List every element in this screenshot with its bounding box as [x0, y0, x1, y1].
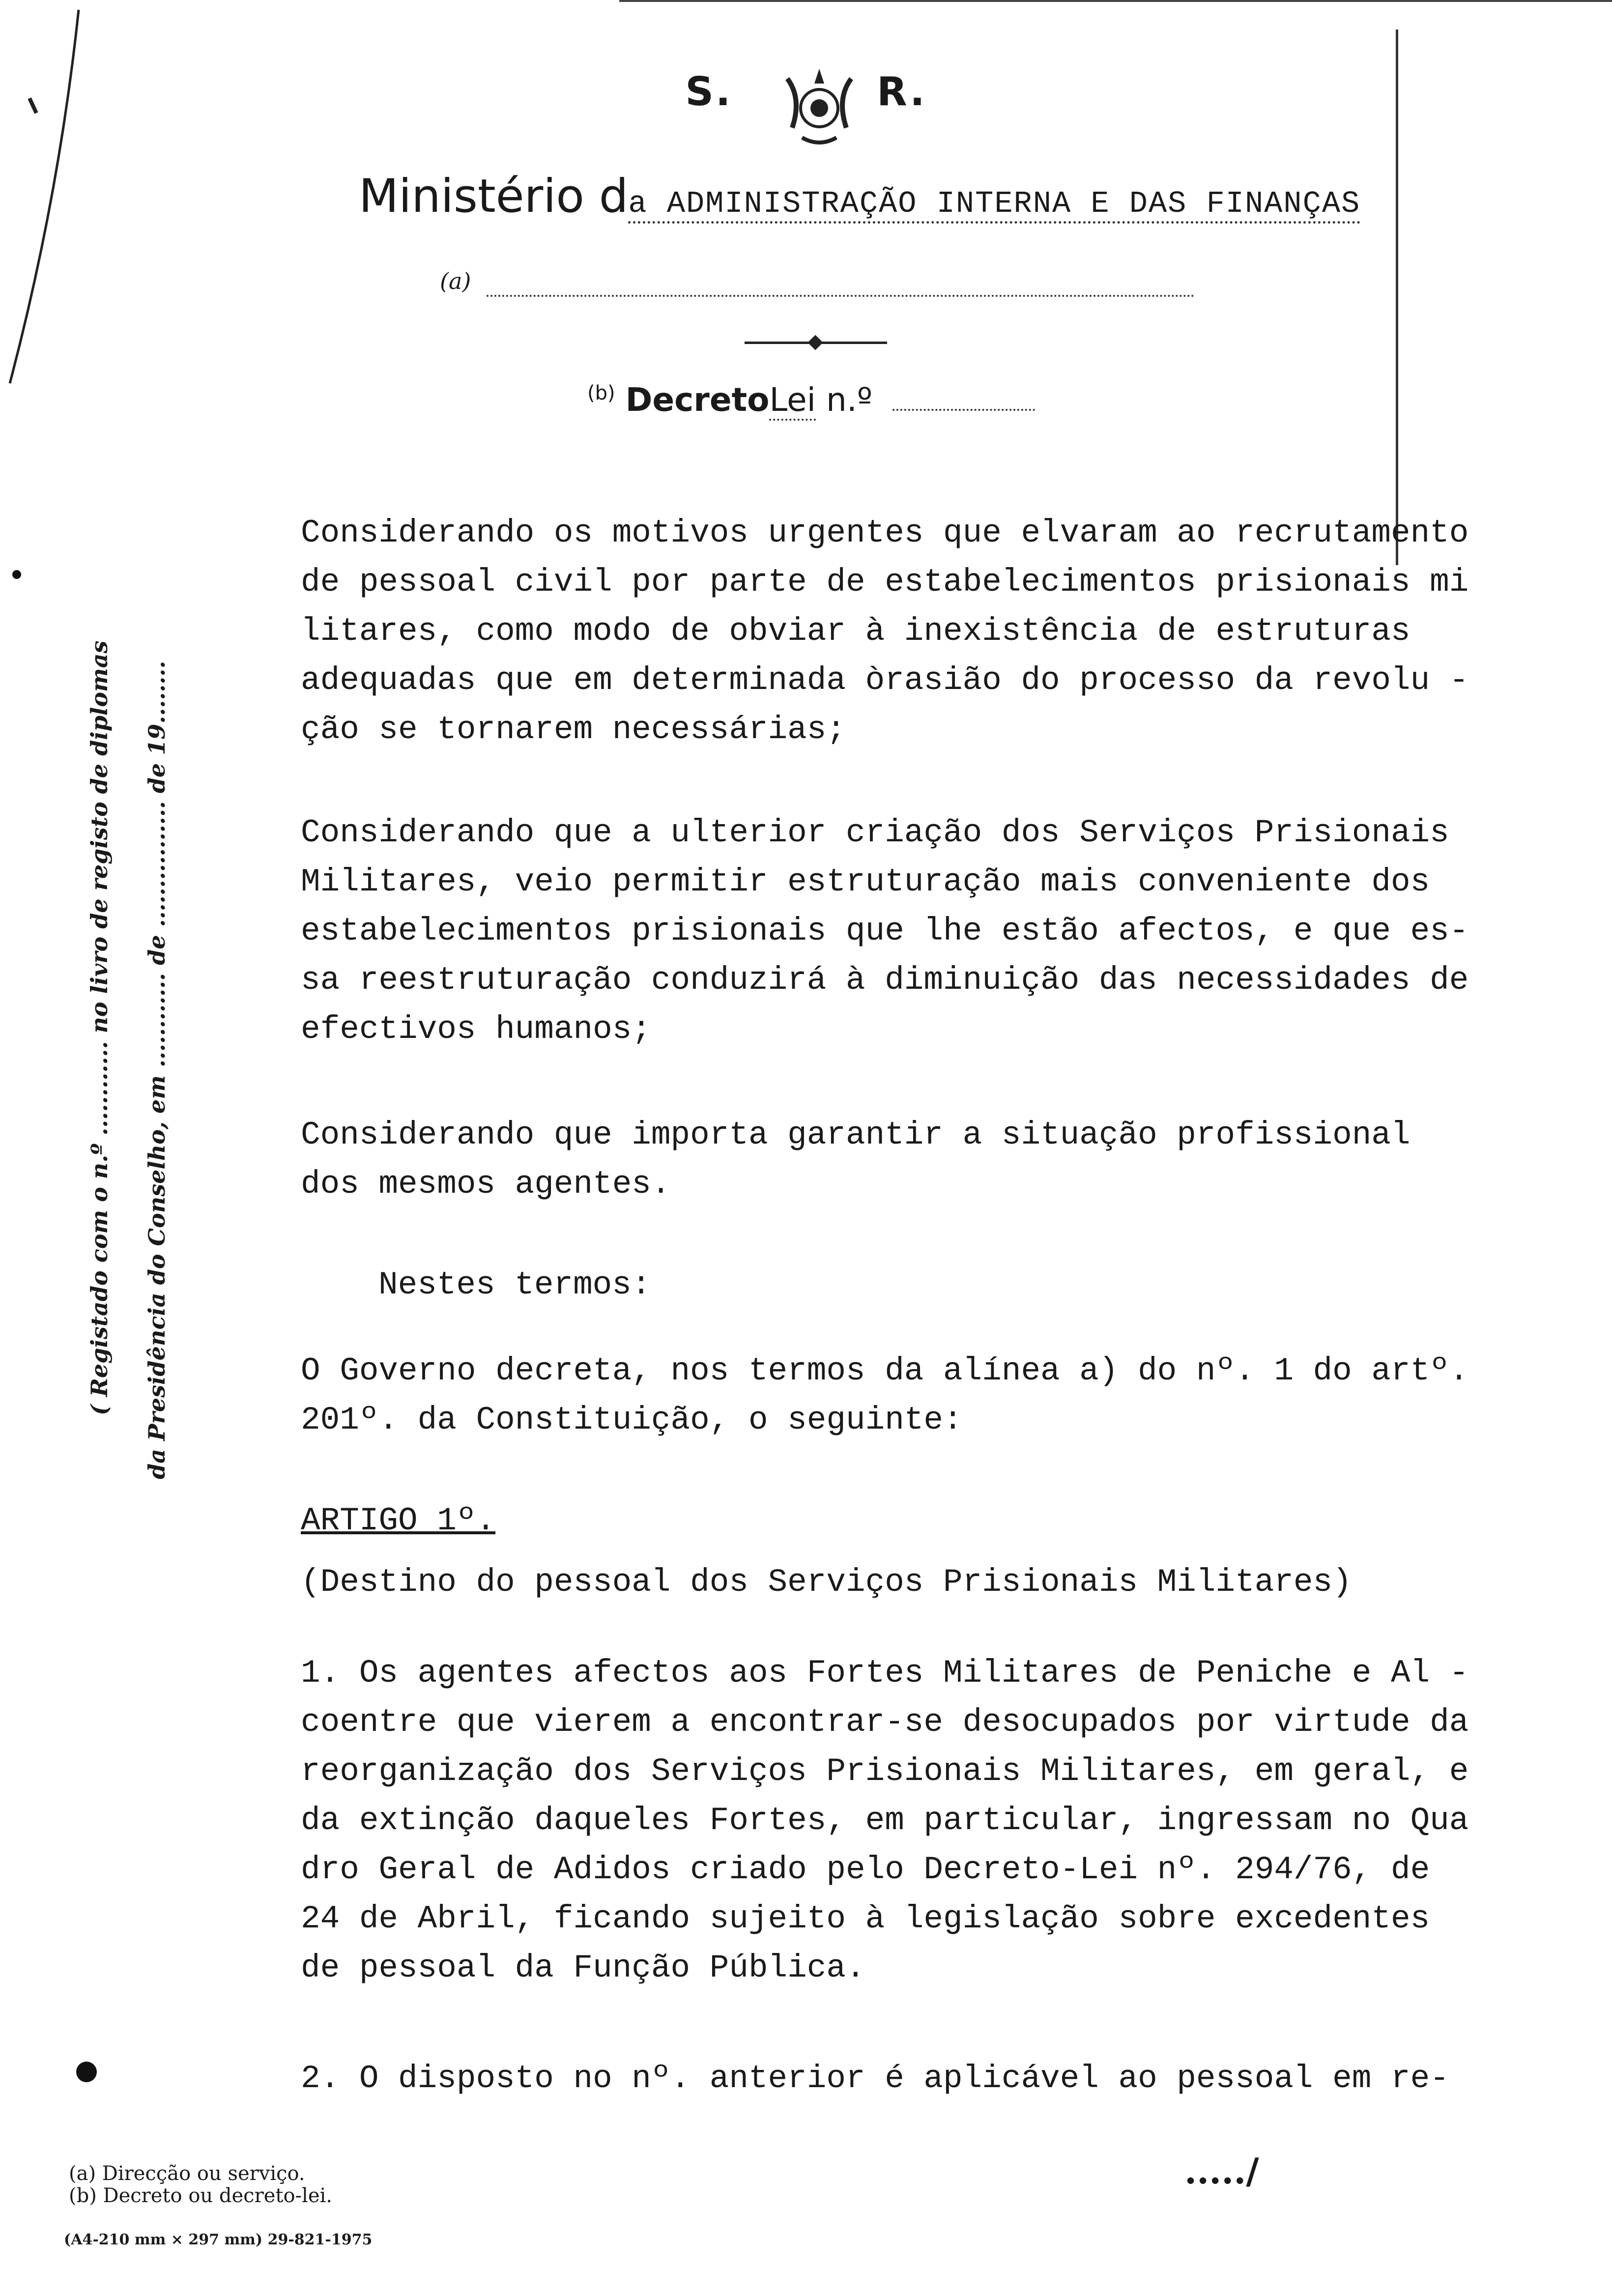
article-item-2 — [301, 2054, 1529, 2103]
text-line: ção se tornarem necessárias; — [301, 711, 846, 748]
text-line: de pessoal da Função Pública. — [301, 1950, 865, 1986]
text-line: reorganização dos Serviços Prisionais Militares, em geral, e — [301, 1753, 1469, 1790]
margin-pen-stroke — [0, 0, 108, 393]
article-item-1 — [301, 1649, 1529, 1993]
registry-line-1: ( Registado com o n.º ............ no livro de registo de diplomas — [86, 640, 113, 1415]
decree-label: Decreto — [625, 381, 770, 419]
footnote-a: (a) Direcção ou serviço. — [69, 2162, 305, 2185]
separator-diamond-icon — [807, 335, 823, 350]
paragraph-considerando-3 — [301, 1111, 1529, 1209]
text-line: dos mesmos agentes. — [301, 1166, 671, 1203]
text-line: estabelecimentos prisionais que lhe estão afectos, e que es- — [301, 913, 1469, 949]
ministry-title — [359, 170, 1360, 223]
form-code: (A4-210 mm × 297 mm) 29-821-1975 — [64, 2231, 373, 2248]
decree-number-dotted-line — [892, 409, 1035, 411]
article-subtitle — [301, 1558, 1529, 1607]
text-line: dro Geral de Adidos criado pelo Decreto-Lei nº. 294/76, de — [301, 1851, 1430, 1888]
text-line: ARTIGO 1º. — [301, 1502, 496, 1539]
registry-line-2: da Presidência do Conselho, em ............ de ................ de 19........ — [144, 660, 170, 1479]
ministry-name: a ADMINISTRAÇÃO INTERNA E DAS FINANÇAS — [628, 186, 1360, 224]
text-line: (Destino do pessoal dos Serviços Prisionais Militares) — [301, 1564, 1352, 1601]
coat-of-arms-icon — [773, 69, 866, 147]
paragraph-considerando-1 — [301, 509, 1529, 754]
ministry-prefix: Ministério d — [359, 170, 629, 223]
field-a-label: (a) — [440, 268, 471, 294]
text-line: litares, como modo de obviar à inexistência de estruturas — [301, 613, 1410, 650]
paragraph-considerando-2 — [301, 808, 1529, 1054]
article-heading — [301, 1496, 1529, 1546]
text-line: Nestes termos: — [378, 1266, 651, 1303]
letter-s: S. — [685, 69, 733, 115]
text-line: Considerando os motivos urgentes que elvaram ao recrutamento — [301, 515, 1469, 551]
text-line: sa reestruturação conduzirá à diminuição das necessidades de — [301, 962, 1469, 999]
decree-number-label: n.º — [826, 381, 872, 419]
text-line: de pessoal civil por parte de estabelecimentos prisionais mi — [301, 564, 1469, 601]
text-line: 201º. da Constituição, o seguinte: — [301, 1402, 963, 1438]
field-a-dotted-line — [487, 295, 1194, 297]
ink-dot — [12, 570, 21, 579]
text-line: efectivos humanos; — [301, 1011, 651, 1048]
text-line: 1. Os agentes afectos aos Fortes Militares de Peniche e Al - — [301, 1655, 1469, 1692]
text-line: Considerando que importa garantir a situação profissional — [301, 1117, 1410, 1153]
continuation-mark: ...../ — [1184, 2150, 1259, 2192]
ink-dot — [76, 2062, 97, 2082]
text-line: Considerando que a ulterior criação dos Serviços Prisionais — [301, 814, 1449, 851]
text-line: 24 de Abril, ficando sujeito à legislação sobre excedentes — [301, 1900, 1430, 1937]
decree-b-mark: (b) — [587, 382, 615, 404]
decree-title — [587, 381, 1035, 419]
paragraph-nestes-termos — [378, 1261, 1607, 1310]
decree-lei: Lei — [769, 381, 816, 421]
top-edge-rule — [619, 0, 1612, 2]
footnote-b: (b) Decreto ou decreto-lei. — [69, 2184, 333, 2207]
paragraph-governo-decreta — [301, 1347, 1529, 1445]
text-line: Militares, veio permitir estruturação mais conveniente dos — [301, 863, 1430, 900]
text-line: 2. O disposto no nº. anterior é aplicável ao pessoal em re- — [301, 2060, 1449, 2097]
text-line: O Governo decreta, nos termos da alínea a) do nº. 1 do artº. — [301, 1352, 1469, 1389]
text-line: da extinção daqueles Fortes, em particular, ingressam no Qua — [301, 1802, 1469, 1839]
text-line: coentre que vierem a encontrar-se desocupados por virtude da — [301, 1704, 1469, 1741]
text-line: adequadas que em determinada òrasião do processo da revolu - — [301, 662, 1469, 699]
letter-r: R. — [877, 69, 927, 115]
